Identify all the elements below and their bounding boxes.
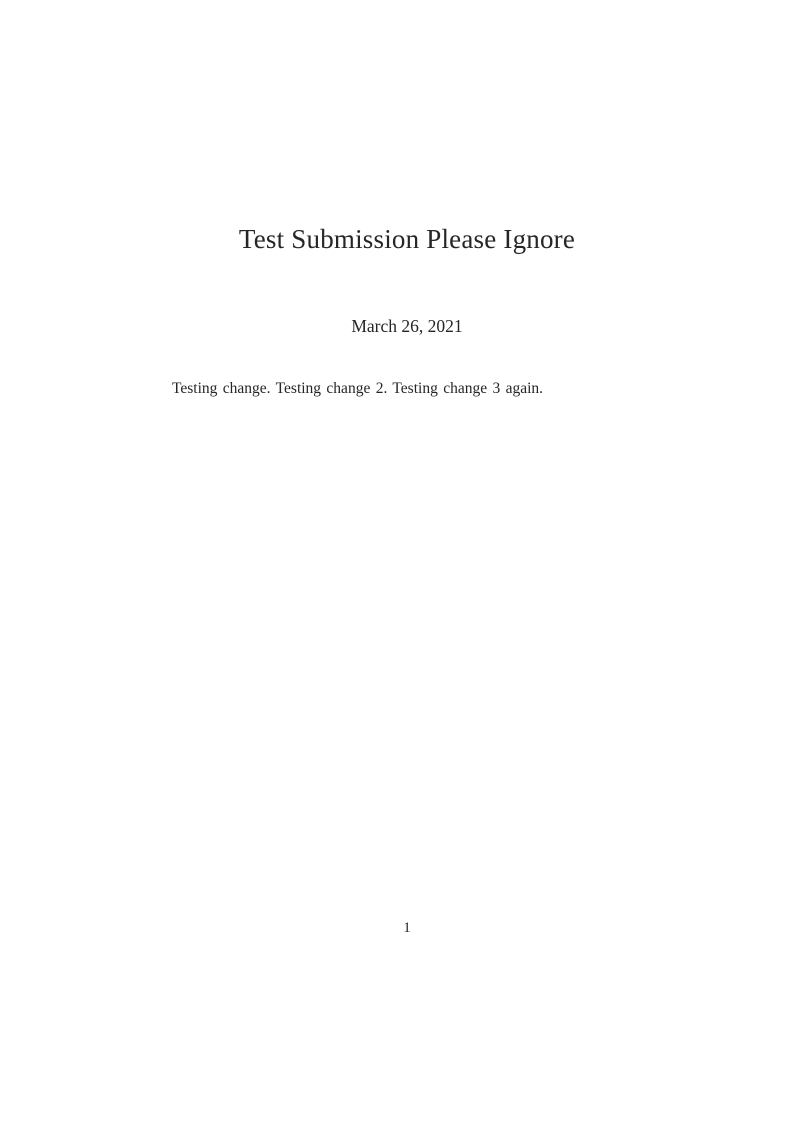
body-paragraph: Testing change. Testing change 2. Testing change 3 again. — [172, 380, 544, 397]
page-number: 1 — [403, 920, 411, 936]
paper-title: Test Submission Please Ignore — [238, 224, 576, 254]
paper-date: March 26, 2021 — [351, 316, 463, 336]
